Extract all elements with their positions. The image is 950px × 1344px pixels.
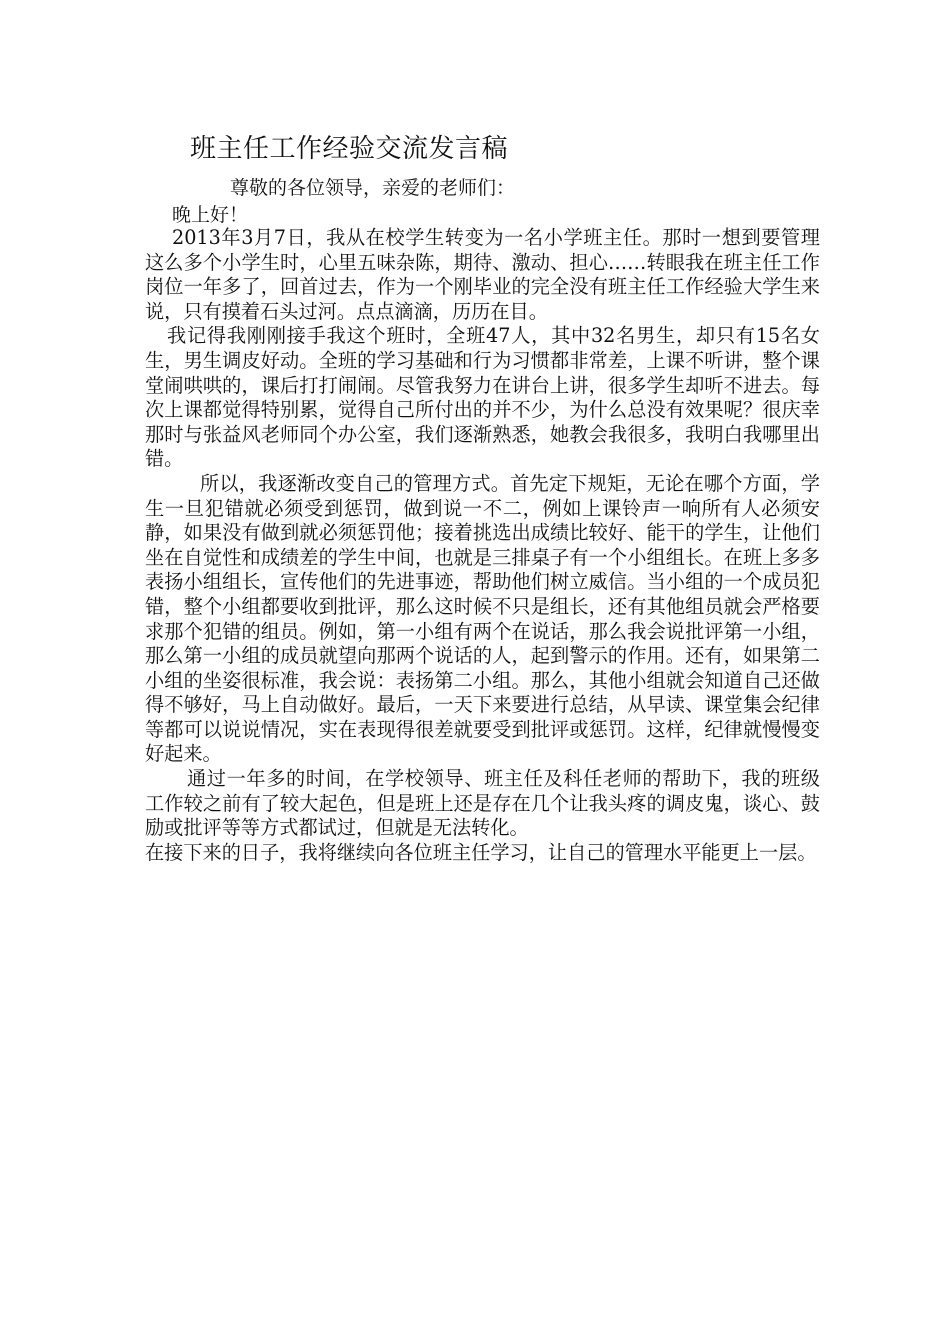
paragraph-3: 所以，我逐渐改变自己的管理方式。首先定下规矩，无论在哪个方面，学生一旦犯错就必须受到惩罚，做到说一不二，例如上课铃声一响所有人必须安静，如果没有做到就必须惩罚他；接着挑选出成绩比较好、能干的学生，让他们坐在自觉性和成绩差的学生中间，也就是三排桌子有一个小组组长。在班上多多表扬小组组长，宣传他们的先进事迹，帮助他们树立威信。当小组的一个成员犯错，整个小组都要收到批评，那么这时候不只是组长，还有其他组员就会严格要求那个犯错的组员。例如，第一小组有两个在说话，那么我会说批评第一小组，那么第一小组的成员就望向那两个说话的人，起到警示的作用。还有，如果第二小组的坐姿很标准，我会说：表扬第二小组。那么，其他小组就会知道自己还做得不够好，马上自动做好。最后，一天下来要进行总结，从早读、课堂集会纪律等都可以说说情况，实在表现得很差就要受到批评或惩罚。这样，纪律就慢慢变好起来。: [145, 471, 820, 766]
paragraph-5: 在接下来的日子，我将继续向各位班主任学习，让自己的管理水平能更上一层。: [145, 840, 817, 864]
paragraph-1: 2013年3月7日，我从在校学生转变为一名小学班主任。那时一想到要管理这么多个小学生时，心里五味杂陈，期待、激动、担心……转眼我在班主任工作岗位一年多了，回首过去，作为一个刚毕业的完全没有班主任工作经验大学生来说，只有摸着石头过河。点点滴滴，历历在目。: [145, 226, 820, 323]
document-title: 班主任工作经验交流发言稿: [190, 134, 509, 164]
paragraph-2: 我记得我刚刚接手我这个班时，全班47人，其中32名男生，却只有15名女生，男生调皮好动。全班的学习基础和行为习惯都非常差，上课不听讲，整个课堂闹哄哄的，课后打打闹闹。尽管我努力在讲台上讲，很多学生却听不进去。每次上课都觉得特别累，觉得自己所付出的并不少，为什么总没有效果呢？很庆幸那时与张益风老师同个办公室，我们逐渐熟悉，她教会我很多，我明白我哪里出错。: [145, 324, 820, 471]
salutation: 尊敬的各位领导，亲爱的老师们：: [230, 177, 516, 199]
paragraph-4: 通过一年多的时间，在学校领导、班主任及科任老师的帮助下，我的班级工作较之前有了较大起色，但是班上还是存在几个让我头疼的调皮鬼，谈心、鼓励或批评等等方式都试过，但就是无法转化。: [145, 767, 820, 840]
document-body: [145, 226, 820, 865]
greeting: 晚上好！: [172, 204, 249, 226]
